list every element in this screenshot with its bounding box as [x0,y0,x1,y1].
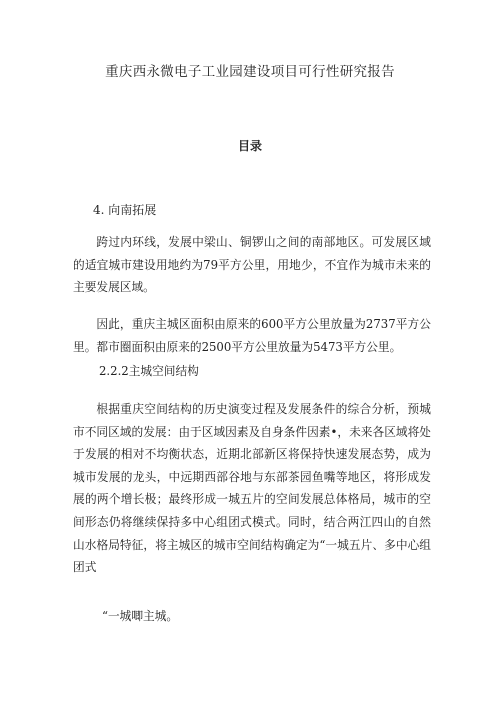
subsection-heading: 2.2.2主城空间结构 [99,364,199,378]
paragraph-spatial-structure: 根据重庆空间结构的历史演变过程及发展条件的综合分析，预城市不同区域的发展：由于区域因素及自身条件因素•，未来各区域将处于发展的相对不均衡状态，近期北部新区将保持快速发展态势，成为城市发展的龙头，中远期西部谷地与东部茶园鱼嘴等地区，将形成发展的两个增长极；最终形成一城五片的空间发展总体格局，城市的空间形态仍将继续保持多中心组团式模式。同时，结合两江四山的自然山水格局特征，将主城区的城市空间结构确定为“一城五片、多中心组团式 [73,402,431,575]
quote-line: “一城唧主城。 [102,609,179,623]
paragraph-south-expansion: 跨过内环线，发展中梁山、铜锣山之间的南部地区。可发展区域的适宜城市建设用地约为79平方公里，用地少，不宜作为城市未来的主要发展区域。 [73,235,431,294]
document-title: 重庆西永微电子工业园建设项目可行性研究报告 [105,64,395,80]
paragraph-area-expansion: 因此，重庆主城区面积由原来的600平方公里放量为2737平方公里。都市圈面积由原来的2500平方公里放量为5473平方公里。 [73,317,431,354]
section-heading: 4. 向南拓展 [93,203,157,217]
toc-heading: 目录 [237,139,262,153]
